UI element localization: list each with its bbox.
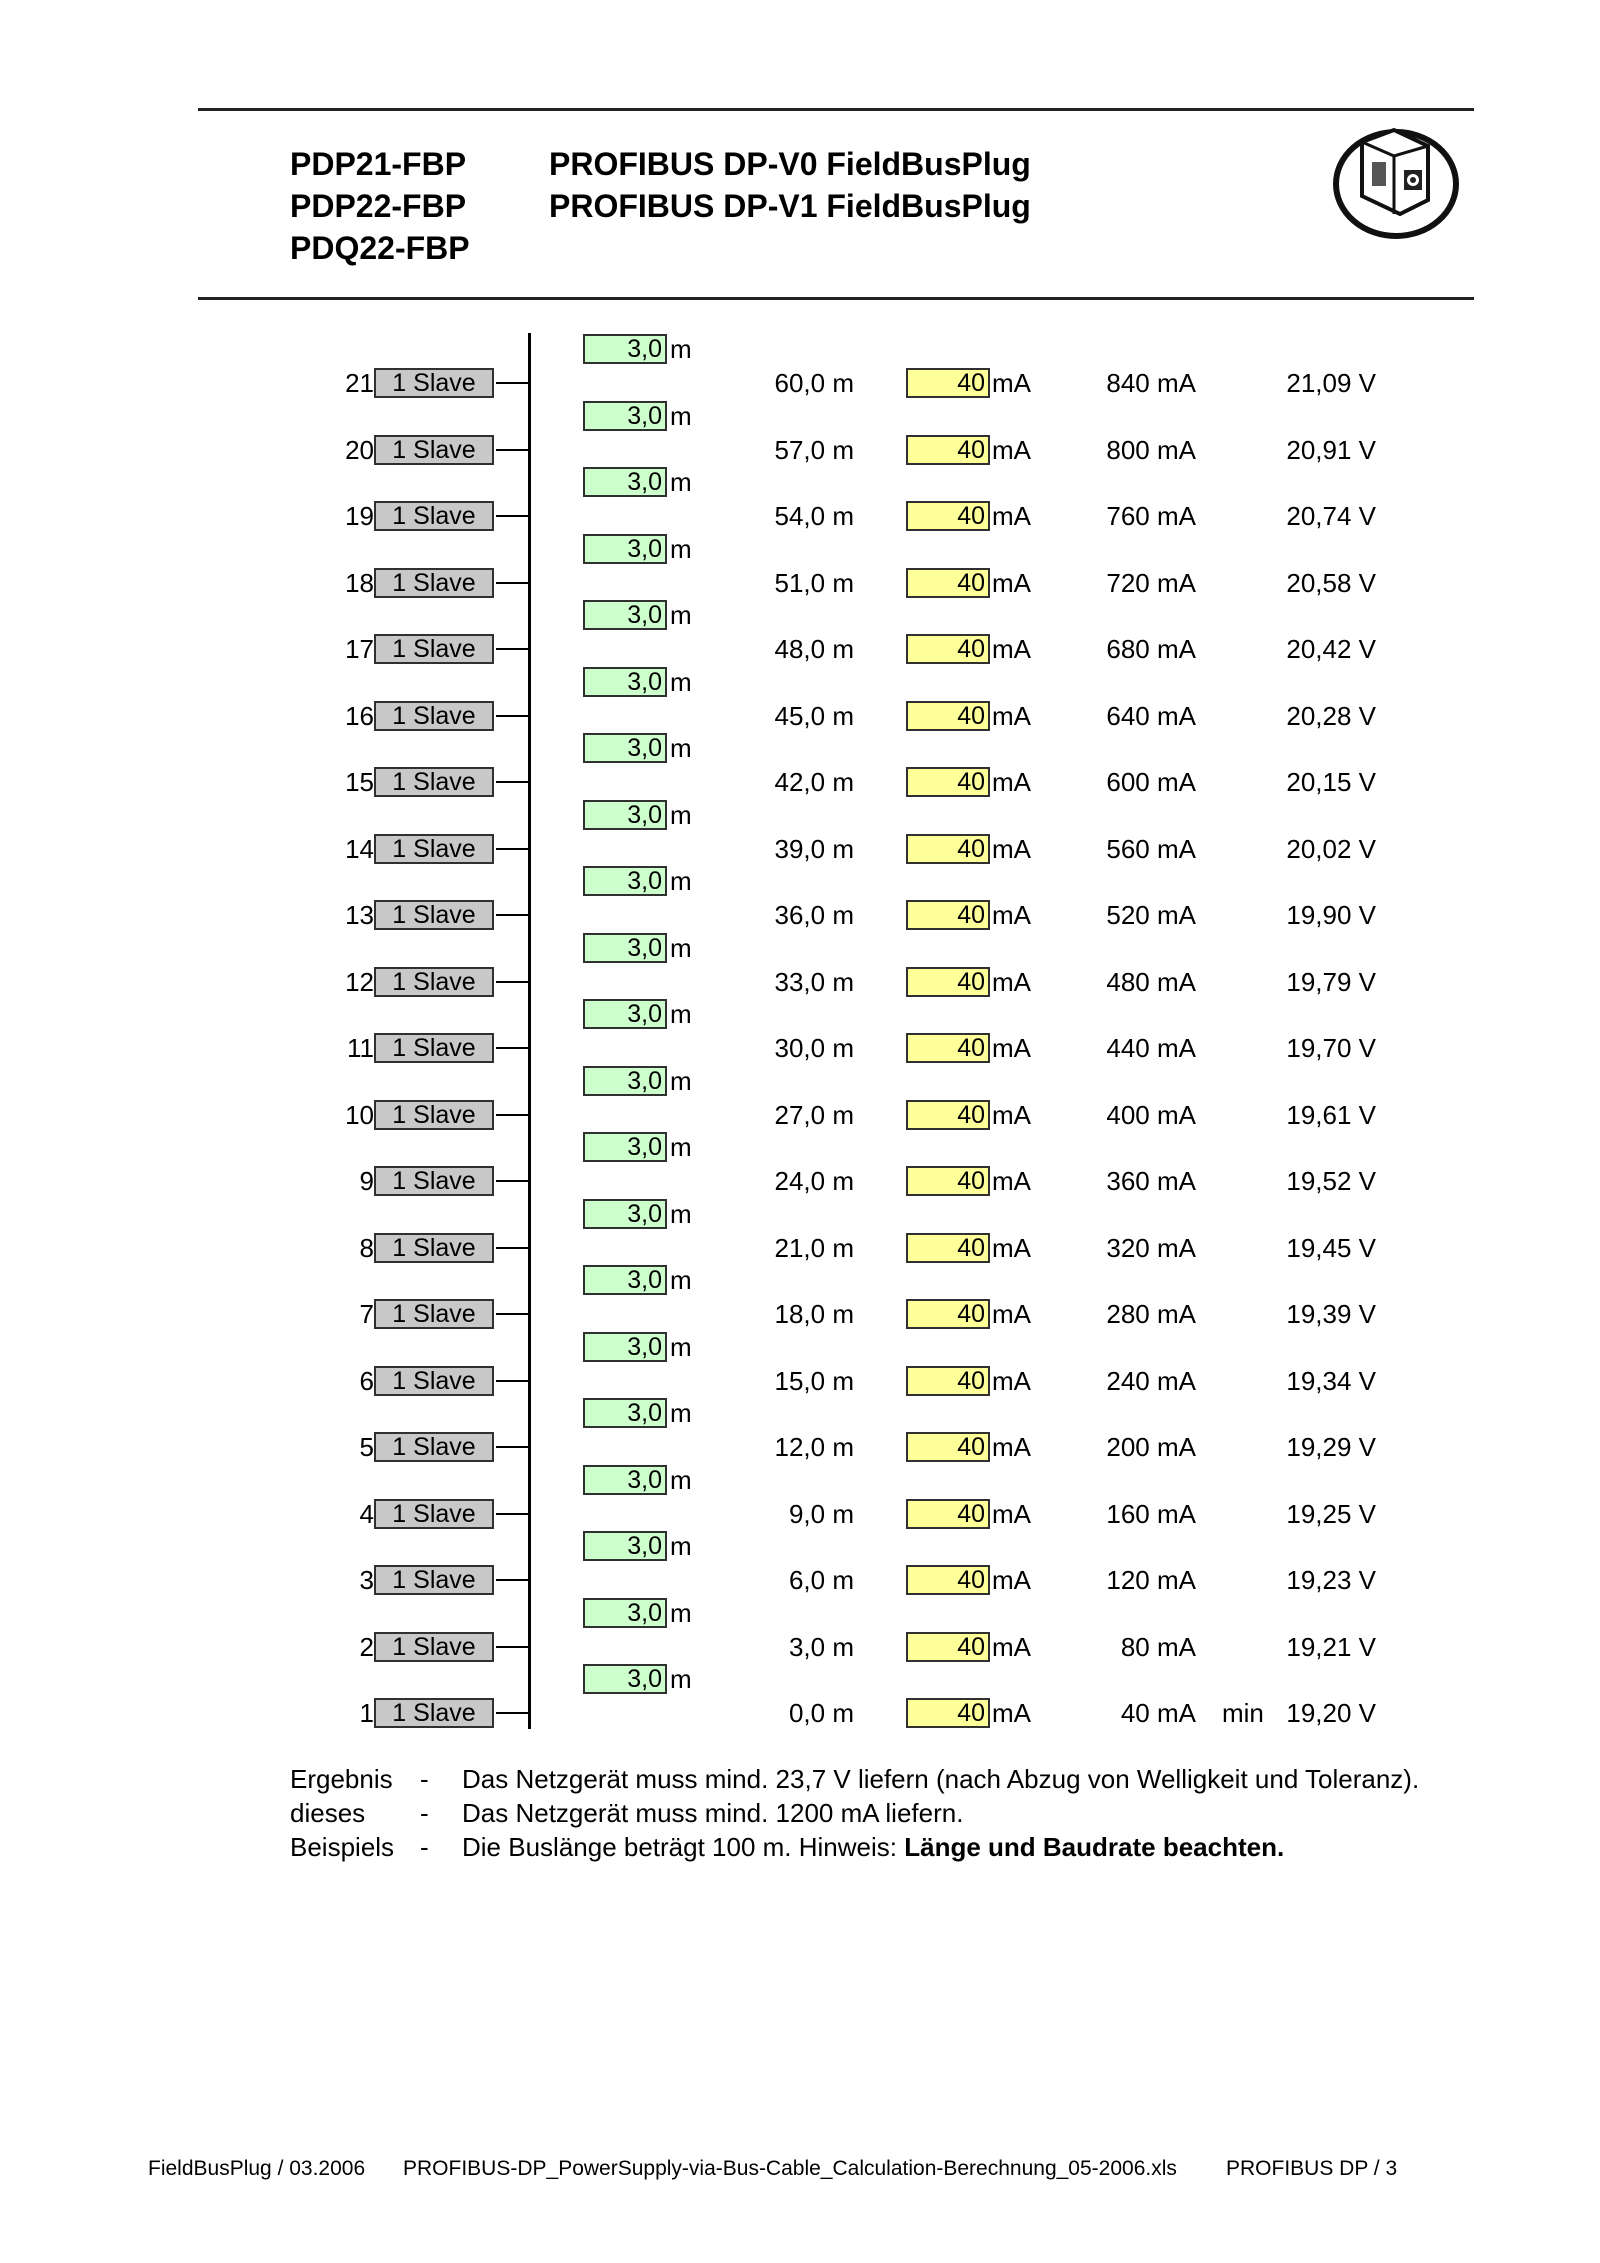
distance-value: 60,0 m xyxy=(774,368,854,398)
total-current-value: 320 mA xyxy=(1106,1232,1196,1263)
slave-current-field: 40 xyxy=(906,368,990,398)
segment-length-unit: m xyxy=(670,1664,692,1694)
segment-length-unit: m xyxy=(670,733,692,763)
segment-length-field: 3,0 xyxy=(583,1132,667,1162)
total-current-value: 80 mA xyxy=(1120,1631,1196,1662)
total-current-value: 200 mA xyxy=(1106,1432,1196,1462)
segment-length-field: 3,0 xyxy=(583,467,667,497)
segment-length-unit: m xyxy=(670,1132,692,1162)
distance-value: 42,0 m xyxy=(774,767,854,797)
segment-length-field: 3,0 xyxy=(583,1199,667,1229)
total-current-value: 840 mA xyxy=(1106,368,1196,398)
slave-current-field: 40 xyxy=(906,900,990,930)
bus-stub xyxy=(496,715,528,717)
segment-length-field: 3,0 xyxy=(583,933,667,963)
total-current-value: 800 mA xyxy=(1106,434,1196,465)
slave-current-unit: mA xyxy=(992,1033,1031,1063)
segment-length-unit: m xyxy=(670,467,692,497)
summary-buslength-plain: Die Buslänge beträgt 100 m. Hinweis: xyxy=(462,1832,905,1862)
slave-number: 13 xyxy=(345,900,374,930)
slave-box: 1 Slave xyxy=(374,701,494,731)
voltage-value: 19,79 V xyxy=(1286,966,1376,997)
slave-current-unit: mA xyxy=(992,1299,1031,1329)
summary-label-3: Beispiels xyxy=(290,1832,395,1862)
distance-value: 51,0 m xyxy=(774,567,854,598)
segment-length-unit: m xyxy=(670,1265,692,1295)
total-current-value: 160 mA xyxy=(1106,1498,1196,1529)
total-current-value: 720 mA xyxy=(1106,567,1196,598)
segment-length-field: 3,0 xyxy=(583,667,667,697)
bus-stub xyxy=(496,1646,528,1648)
slave-number: 2 xyxy=(359,1631,374,1662)
bus-stub xyxy=(496,1313,528,1315)
total-current-value: 640 mA xyxy=(1106,700,1196,731)
summary-label-1: Ergebnis xyxy=(290,1764,393,1794)
slave-current-field: 40 xyxy=(906,1033,990,1063)
bus-stub xyxy=(496,914,528,916)
voltage-value: 19,23 V xyxy=(1286,1565,1376,1595)
segment-length-unit: m xyxy=(670,1065,692,1096)
min-label: min xyxy=(1222,1698,1264,1728)
segment-length-field: 3,0 xyxy=(583,1332,667,1362)
slave-number: 14 xyxy=(345,833,374,864)
segment-length-field: 3,0 xyxy=(583,1398,667,1428)
slave-current-unit: mA xyxy=(992,434,1031,465)
total-current-value: 520 mA xyxy=(1106,900,1196,930)
distance-value: 3,0 m xyxy=(788,1631,854,1662)
slave-current-field: 40 xyxy=(906,1432,990,1462)
bus-line xyxy=(528,333,531,1729)
slave-box: 1 Slave xyxy=(374,634,494,664)
distance-value: 15,0 m xyxy=(774,1365,854,1396)
voltage-value: 19,52 V xyxy=(1286,1166,1376,1196)
segment-length-field: 3,0 xyxy=(583,1265,667,1295)
voltage-value: 19,90 V xyxy=(1286,900,1376,930)
title-dpv0: PROFIBUS DP-V0 FieldBusPlug xyxy=(549,146,1031,182)
segment-length-unit: m xyxy=(670,999,692,1029)
slave-number: 4 xyxy=(359,1498,374,1529)
slave-current-unit: mA xyxy=(992,1631,1031,1662)
slave-number: 5 xyxy=(359,1432,374,1462)
voltage-value: 19,70 V xyxy=(1286,1033,1376,1063)
slave-current-unit: mA xyxy=(992,1365,1031,1396)
bus-stub xyxy=(496,848,528,850)
slave-box: 1 Slave xyxy=(374,501,494,531)
slave-box: 1 Slave xyxy=(374,1632,494,1662)
total-current-value: 680 mA xyxy=(1106,634,1196,664)
slave-number: 17 xyxy=(345,634,374,664)
voltage-value: 19,45 V xyxy=(1286,1232,1376,1263)
slave-number: 21 xyxy=(345,368,374,398)
distance-value: 39,0 m xyxy=(774,833,854,864)
slave-box: 1 Slave xyxy=(374,1233,494,1263)
slave-box: 1 Slave xyxy=(374,1166,494,1196)
slave-current-unit: mA xyxy=(992,833,1031,864)
segment-length-unit: m xyxy=(670,1597,692,1628)
segment-length-unit: m xyxy=(670,932,692,963)
slave-number: 11 xyxy=(347,1033,374,1063)
segment-length-unit: m xyxy=(670,600,692,630)
slave-box: 1 Slave xyxy=(374,1565,494,1595)
bus-stub xyxy=(496,1380,528,1382)
segment-length-unit: m xyxy=(670,666,692,697)
bus-stub xyxy=(496,449,528,451)
summary-buslength-note: Länge und Baudrate beachten. xyxy=(904,1832,1285,1862)
summary-current-text: Das Netzgerät muss mind. 1200 mA liefern. xyxy=(462,1798,964,1828)
slave-current-unit: mA xyxy=(992,567,1031,598)
footer-filename: PROFIBUS-DP_PowerSupply-via-Bus-Cable_Calculation-Berechnung_05-2006.xls xyxy=(403,2157,1177,2180)
model-pdq22: PDQ22-FBP xyxy=(290,230,470,266)
voltage-value: 20,02 V xyxy=(1286,833,1376,864)
bus-stub xyxy=(496,648,528,650)
summary-voltage-text: Das Netzgerät muss mind. 23,7 V liefern (nach Abzug von Welligkeit und Toleranz). xyxy=(462,1764,1420,1794)
distance-value: 30,0 m xyxy=(774,1033,854,1063)
slave-current-field: 40 xyxy=(906,1698,990,1728)
segment-length-unit: m xyxy=(670,799,692,830)
segment-length-unit: m xyxy=(670,1331,692,1362)
slave-current-unit: mA xyxy=(992,966,1031,997)
slave-current-unit: mA xyxy=(992,634,1031,664)
slave-number: 1 xyxy=(359,1698,374,1728)
distance-value: 33,0 m xyxy=(774,966,854,997)
voltage-value: 20,74 V xyxy=(1286,501,1376,531)
summary-label-2: dieses xyxy=(290,1798,366,1828)
bus-stub xyxy=(496,515,528,517)
bus-stub xyxy=(496,781,528,783)
slave-number: 16 xyxy=(345,700,374,731)
slave-number: 3 xyxy=(359,1565,374,1595)
total-current-value: 600 mA xyxy=(1106,767,1196,797)
slave-box: 1 Slave xyxy=(374,568,494,598)
slave-number: 8 xyxy=(359,1232,374,1263)
voltage-value: 20,15 V xyxy=(1286,767,1376,797)
segment-length-field: 3,0 xyxy=(583,800,667,830)
voltage-value: 19,21 V xyxy=(1286,1631,1376,1662)
title-dpv1: PROFIBUS DP-V1 FieldBusPlug xyxy=(549,188,1031,224)
segment-length-field: 3,0 xyxy=(583,1465,667,1495)
segment-length-unit: m xyxy=(670,1198,692,1229)
voltage-value: 19,61 V xyxy=(1286,1099,1376,1130)
voltage-value: 19,34 V xyxy=(1286,1365,1376,1396)
slave-box: 1 Slave xyxy=(374,767,494,797)
summary-dash-2: - xyxy=(420,1798,429,1828)
voltage-value: 20,42 V xyxy=(1286,634,1376,664)
segment-length-field: 3,0 xyxy=(583,733,667,763)
slave-current-unit: mA xyxy=(992,1498,1031,1529)
segment-length-field: 3,0 xyxy=(583,600,667,630)
bus-stub xyxy=(496,582,528,584)
total-current-value: 400 mA xyxy=(1106,1099,1196,1130)
slave-current-field: 40 xyxy=(906,834,990,864)
slave-current-field: 40 xyxy=(906,501,990,531)
bus-stub xyxy=(496,1446,528,1448)
slave-current-field: 40 xyxy=(906,568,990,598)
slave-box: 1 Slave xyxy=(374,1033,494,1063)
segment-length-field: 3,0 xyxy=(583,534,667,564)
voltage-value: 19,25 V xyxy=(1286,1498,1376,1529)
slave-number: 7 xyxy=(359,1299,374,1329)
bus-stub xyxy=(496,382,528,384)
voltage-value: 20,28 V xyxy=(1286,700,1376,731)
bus-stub xyxy=(496,981,528,983)
footer-left: FieldBusPlug / 03.2006 xyxy=(148,2157,366,2180)
slave-box: 1 Slave xyxy=(374,1499,494,1529)
distance-value: 45,0 m xyxy=(774,700,854,731)
distance-value: 6,0 m xyxy=(788,1565,854,1595)
slave-current-field: 40 xyxy=(906,1299,990,1329)
slave-current-field: 40 xyxy=(906,1366,990,1396)
summary-dash-3: - xyxy=(420,1832,429,1862)
slave-number: 9 xyxy=(359,1166,374,1196)
slave-current-unit: mA xyxy=(992,1166,1031,1196)
slave-current-field: 40 xyxy=(906,1166,990,1196)
slave-current-unit: mA xyxy=(992,1698,1031,1728)
slave-current-unit: mA xyxy=(992,1432,1031,1462)
bus-stub xyxy=(496,1712,528,1714)
segment-length-field: 3,0 xyxy=(583,1531,667,1561)
distance-value: 0,0 m xyxy=(788,1698,854,1728)
distance-value: 54,0 m xyxy=(774,501,854,531)
bus-stub xyxy=(496,1114,528,1116)
summary-buslength-text xyxy=(462,1830,1284,1864)
distance-value: 21,0 m xyxy=(774,1232,854,1263)
total-current-value: 560 mA xyxy=(1106,833,1196,864)
total-current-value: 120 mA xyxy=(1106,1565,1196,1595)
footer-right: PROFIBUS DP / 3 xyxy=(1226,2157,1398,2180)
voltage-value: 19,29 V xyxy=(1286,1432,1376,1462)
bus-stub xyxy=(496,1513,528,1515)
bus-stub xyxy=(496,1579,528,1581)
total-current-value: 240 mA xyxy=(1106,1365,1196,1396)
bus-stub xyxy=(496,1247,528,1249)
slave-box: 1 Slave xyxy=(374,368,494,398)
slave-current-field: 40 xyxy=(906,701,990,731)
segment-length-unit: m xyxy=(670,866,692,896)
slave-current-field: 40 xyxy=(906,967,990,997)
slave-number: 12 xyxy=(345,966,374,997)
slave-current-unit: mA xyxy=(992,1565,1031,1595)
slave-number: 18 xyxy=(345,567,374,598)
total-current-value: 480 mA xyxy=(1106,966,1196,997)
slave-current-unit: mA xyxy=(992,767,1031,797)
segment-length-field: 3,0 xyxy=(583,401,667,431)
segment-length-unit: m xyxy=(670,1531,692,1561)
model-pdp21: PDP21-FBP xyxy=(290,146,467,182)
voltage-value: 19,20 V xyxy=(1286,1698,1376,1728)
slave-box: 1 Slave xyxy=(374,1100,494,1130)
slave-box: 1 Slave xyxy=(374,1698,494,1728)
slave-current-field: 40 xyxy=(906,767,990,797)
slave-number: 19 xyxy=(345,501,374,531)
slave-box: 1 Slave xyxy=(374,967,494,997)
slave-box: 1 Slave xyxy=(374,1299,494,1329)
summary-dash-1: - xyxy=(420,1764,429,1794)
slave-number: 6 xyxy=(359,1365,374,1396)
total-current-value: 40 mA xyxy=(1120,1698,1196,1728)
slave-box: 1 Slave xyxy=(374,435,494,465)
segment-length-field: 3,0 xyxy=(583,999,667,1029)
slave-current-field: 40 xyxy=(906,1233,990,1263)
slave-box: 1 Slave xyxy=(374,834,494,864)
slave-current-field: 40 xyxy=(906,1565,990,1595)
segment-length-unit: m xyxy=(670,1464,692,1495)
slave-current-unit: mA xyxy=(992,700,1031,731)
voltage-value: 19,39 V xyxy=(1286,1299,1376,1329)
distance-value: 12,0 m xyxy=(774,1432,854,1462)
slave-current-unit: mA xyxy=(992,501,1031,531)
segment-length-unit: m xyxy=(670,400,692,431)
slave-number: 10 xyxy=(345,1099,374,1130)
total-current-value: 360 mA xyxy=(1106,1166,1196,1196)
slave-current-field: 40 xyxy=(906,634,990,664)
voltage-value: 21,09 V xyxy=(1286,368,1376,398)
total-current-value: 440 mA xyxy=(1106,1033,1196,1063)
slave-current-unit: mA xyxy=(992,1099,1031,1130)
slave-current-field: 40 xyxy=(906,435,990,465)
total-current-value: 280 mA xyxy=(1106,1299,1196,1329)
segment-length-field: 3,0 xyxy=(583,1664,667,1694)
voltage-value: 20,91 V xyxy=(1286,434,1376,465)
model-pdp22: PDP22-FBP xyxy=(290,188,467,224)
slave-current-field: 40 xyxy=(906,1499,990,1529)
voltage-value: 20,58 V xyxy=(1286,567,1376,598)
bus-stub xyxy=(496,1180,528,1182)
distance-value: 57,0 m xyxy=(774,434,854,465)
segment-length-field: 3,0 xyxy=(583,866,667,896)
segment-length-unit: m xyxy=(670,533,692,564)
distance-value: 36,0 m xyxy=(774,900,854,930)
segment-length-unit: m xyxy=(670,334,692,364)
slave-current-unit: mA xyxy=(992,1232,1031,1263)
distance-value: 27,0 m xyxy=(774,1099,854,1130)
slave-current-field: 40 xyxy=(906,1100,990,1130)
distance-value: 48,0 m xyxy=(774,634,854,664)
slave-current-field: 40 xyxy=(906,1632,990,1662)
slave-current-unit: mA xyxy=(992,368,1031,398)
segment-length-field: 3,0 xyxy=(583,334,667,364)
distance-value: 9,0 m xyxy=(788,1498,854,1529)
slave-box: 1 Slave xyxy=(374,900,494,930)
segment-length-field: 3,0 xyxy=(583,1066,667,1096)
slave-box: 1 Slave xyxy=(374,1432,494,1462)
slave-number: 15 xyxy=(345,767,374,797)
distance-value: 24,0 m xyxy=(774,1166,854,1196)
bus-stub xyxy=(496,1047,528,1049)
total-current-value: 760 mA xyxy=(1106,501,1196,531)
segment-length-unit: m xyxy=(670,1398,692,1428)
segment-length-field: 3,0 xyxy=(583,1598,667,1628)
slave-number: 20 xyxy=(345,434,374,465)
distance-value: 18,0 m xyxy=(774,1299,854,1329)
slave-current-unit: mA xyxy=(992,900,1031,930)
slave-box: 1 Slave xyxy=(374,1366,494,1396)
